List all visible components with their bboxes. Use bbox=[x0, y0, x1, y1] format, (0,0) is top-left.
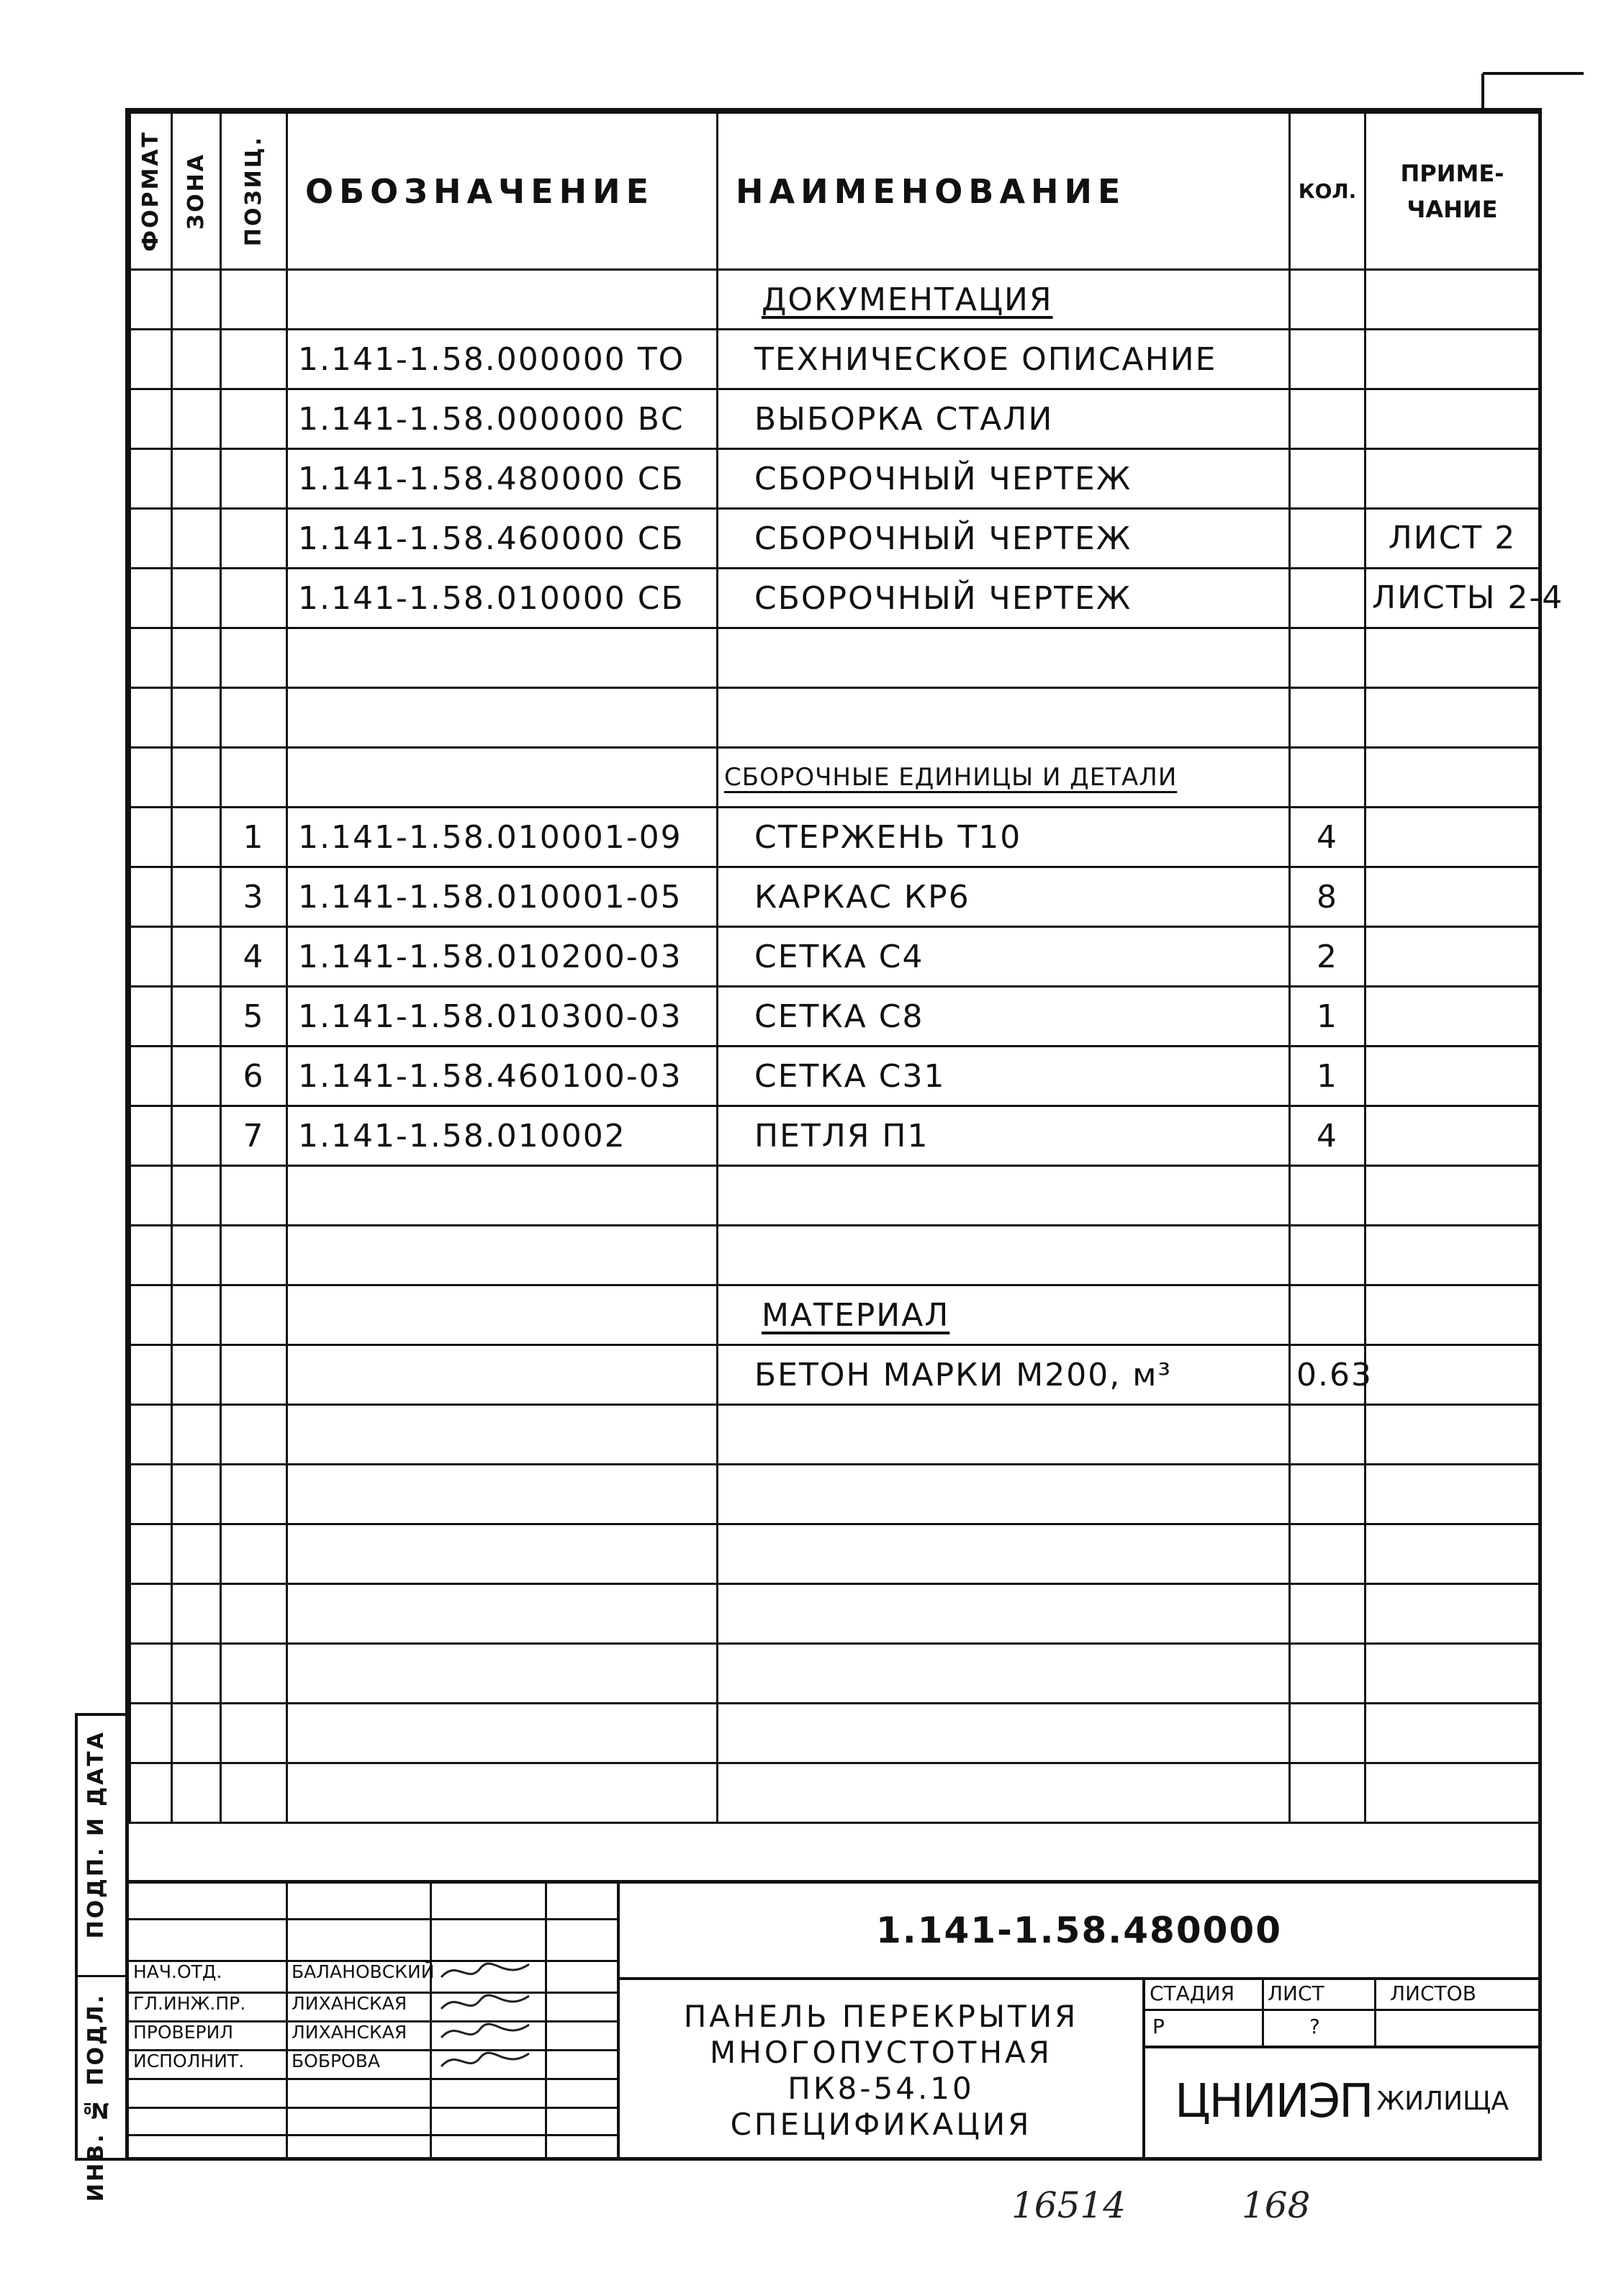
designation-cell: 1.141-1.58.000000 ТО bbox=[287, 330, 718, 389]
designation-cell bbox=[287, 1763, 718, 1823]
name-cell: МАТЕРИАЛ bbox=[718, 1285, 1290, 1345]
qty-cell: 1 bbox=[1290, 987, 1366, 1047]
name-cell: ДОКУМЕНТАЦИЯ bbox=[718, 270, 1290, 330]
note-cell bbox=[1366, 1704, 1540, 1763]
table-body bbox=[130, 270, 1564, 1823]
qty-cell bbox=[1290, 748, 1366, 808]
designation-cell: 1.141-1.58.010200-03 bbox=[287, 927, 718, 987]
document-code: 1.141-1.58.480000 bbox=[620, 1884, 1538, 1980]
name-cell: СЕТКА С8 bbox=[718, 987, 1290, 1047]
note-cell bbox=[1366, 748, 1540, 808]
title-block bbox=[129, 1880, 1538, 2157]
sheet-value: ? bbox=[1309, 2015, 1320, 2038]
table-row bbox=[130, 1763, 1540, 1823]
table-row bbox=[130, 1405, 1540, 1465]
approval-name: ЛИХАНСКАЯ bbox=[292, 2022, 407, 2043]
name-cell: СЕТКА С4 bbox=[718, 927, 1290, 987]
format-cell bbox=[130, 927, 172, 987]
format-cell bbox=[130, 330, 172, 389]
table-row bbox=[130, 1704, 1540, 1763]
zone-cell bbox=[172, 628, 221, 688]
zone-cell bbox=[172, 449, 221, 509]
position-cell bbox=[221, 1644, 287, 1704]
name-cell: ПЕТЛЯ П1 bbox=[718, 1106, 1290, 1166]
qty-cell bbox=[1290, 1465, 1366, 1524]
qty-cell bbox=[1290, 1166, 1366, 1226]
designation-cell bbox=[287, 1285, 718, 1345]
format-cell bbox=[130, 1405, 172, 1465]
zone-cell bbox=[172, 1226, 221, 1285]
position-cell: 6 bbox=[221, 1047, 287, 1106]
header-format: ФОРМАТ bbox=[130, 113, 172, 270]
format-cell bbox=[130, 1524, 172, 1584]
table-row bbox=[130, 449, 1540, 509]
position-cell: 3 bbox=[221, 867, 287, 927]
zone-cell bbox=[172, 330, 221, 389]
qty-cell bbox=[1290, 389, 1366, 449]
designation-cell bbox=[287, 1524, 718, 1584]
table-row bbox=[130, 987, 1540, 1047]
format-cell bbox=[130, 628, 172, 688]
format-cell bbox=[130, 1047, 172, 1106]
qty-cell bbox=[1290, 509, 1366, 569]
signature bbox=[435, 1987, 536, 2019]
stage-value: Р bbox=[1152, 2015, 1165, 2038]
position-cell bbox=[221, 1524, 287, 1584]
designation-cell: 1.141-1.58.000000 ВС bbox=[287, 389, 718, 449]
designation-cell bbox=[287, 1405, 718, 1465]
format-cell bbox=[130, 1226, 172, 1285]
inventory-number-label: ИНВ. № ПОДЛ. bbox=[83, 1993, 109, 2202]
table-row bbox=[130, 1345, 1540, 1405]
note-cell bbox=[1366, 449, 1540, 509]
stage-label: СТАДИЯ bbox=[1150, 1981, 1235, 2005]
zone-cell bbox=[172, 1405, 221, 1465]
designation-cell bbox=[287, 1584, 718, 1644]
approval-role: ИСПОЛНИТ. bbox=[133, 2051, 245, 2071]
format-cell bbox=[130, 867, 172, 927]
document-title: ПАНЕЛЬ ПЕРЕКРЫТИЯ МНОГОПУСТОТНАЯ ПК8-54.10 СПЕЦИФИКАЦИЯ bbox=[620, 1977, 1145, 2157]
designation-cell bbox=[287, 748, 718, 808]
note-cell bbox=[1366, 987, 1540, 1047]
position-cell: 5 bbox=[221, 987, 287, 1047]
name-cell: СТЕРЖЕНЬ Т10 bbox=[718, 808, 1290, 867]
zone-cell bbox=[172, 867, 221, 927]
table-row bbox=[130, 389, 1540, 449]
header-position: ПОЗИЦ. bbox=[221, 113, 287, 270]
specification-table bbox=[129, 112, 1564, 1824]
name-cell: ТЕХНИЧЕСКОЕ ОПИСАНИЕ bbox=[718, 330, 1290, 389]
handwritten-number-right: 168 bbox=[1242, 2184, 1311, 2226]
qty-cell bbox=[1290, 1584, 1366, 1644]
qty-cell bbox=[1290, 1285, 1366, 1345]
zone-cell bbox=[172, 1285, 221, 1345]
note-cell bbox=[1366, 1524, 1540, 1584]
table-row bbox=[130, 628, 1540, 688]
zone-cell bbox=[172, 688, 221, 748]
table-row bbox=[130, 867, 1540, 927]
qty-cell: 1 bbox=[1290, 1047, 1366, 1106]
name-cell bbox=[718, 628, 1290, 688]
name-cell bbox=[718, 1763, 1290, 1823]
format-cell bbox=[130, 1584, 172, 1644]
table-row bbox=[130, 927, 1540, 987]
table-row bbox=[130, 688, 1540, 748]
table-row bbox=[130, 748, 1540, 808]
zone-cell bbox=[172, 1644, 221, 1704]
name-cell: СЕТКА С31 bbox=[718, 1047, 1290, 1106]
designation-cell: 1.141-1.58.010000 СБ bbox=[287, 569, 718, 628]
designation-cell bbox=[287, 1704, 718, 1763]
note-cell: ЛИСТЫ 2-4 bbox=[1366, 569, 1540, 628]
specification-sheet bbox=[125, 108, 1564, 2161]
position-cell bbox=[221, 449, 287, 509]
format-cell bbox=[130, 1285, 172, 1345]
table-row bbox=[130, 1166, 1540, 1226]
name-cell bbox=[718, 1465, 1290, 1524]
position-cell bbox=[221, 1465, 287, 1524]
qty-cell: 4 bbox=[1290, 1106, 1366, 1166]
qty-cell: 0.63 bbox=[1290, 1345, 1366, 1405]
note-cell bbox=[1366, 688, 1540, 748]
position-cell bbox=[221, 1763, 287, 1823]
format-cell bbox=[130, 1106, 172, 1166]
note-cell bbox=[1366, 1465, 1540, 1524]
header-qty: КОЛ. bbox=[1290, 113, 1366, 270]
format-cell bbox=[130, 449, 172, 509]
note-cell bbox=[1366, 270, 1540, 330]
qty-cell bbox=[1290, 1644, 1366, 1704]
format-cell bbox=[130, 748, 172, 808]
position-cell bbox=[221, 748, 287, 808]
table-row bbox=[130, 1524, 1540, 1584]
approval-block bbox=[129, 1884, 620, 2157]
header-zone: ЗОНА bbox=[172, 113, 221, 270]
zone-cell bbox=[172, 1465, 221, 1524]
qty-cell bbox=[1290, 1704, 1366, 1763]
zone-cell bbox=[172, 808, 221, 867]
side-strip bbox=[75, 1713, 125, 2202]
note-cell bbox=[1366, 1106, 1540, 1166]
note-cell bbox=[1366, 1226, 1540, 1285]
table-row bbox=[130, 1465, 1540, 1524]
approval-role: НАЧ.ОТД. bbox=[133, 1961, 222, 1982]
note-cell: ЛИСТ 2 bbox=[1366, 509, 1540, 569]
position-cell bbox=[221, 270, 287, 330]
header-note: ПРИМЕ- ЧАНИЕ bbox=[1366, 113, 1540, 270]
position-cell bbox=[221, 1345, 287, 1405]
position-cell bbox=[221, 1704, 287, 1763]
qty-cell bbox=[1290, 1763, 1366, 1823]
qty-cell: 8 bbox=[1290, 867, 1366, 927]
sign-date-label: ПОДП. И ДАТА bbox=[83, 1730, 109, 1939]
zone-cell bbox=[172, 1763, 221, 1823]
sheets-label: ЛИСТОВ bbox=[1390, 1981, 1476, 2005]
qty-cell bbox=[1290, 688, 1366, 748]
position-cell bbox=[221, 1285, 287, 1345]
approval-name: БОБРОВА bbox=[292, 2051, 380, 2071]
format-cell bbox=[130, 688, 172, 748]
designation-cell bbox=[287, 688, 718, 748]
qty-cell bbox=[1290, 449, 1366, 509]
designation-cell bbox=[287, 1226, 718, 1285]
format-cell bbox=[130, 1345, 172, 1405]
format-cell bbox=[130, 1704, 172, 1763]
zone-cell bbox=[172, 389, 221, 449]
note-cell bbox=[1366, 628, 1540, 688]
header-designation: ОБОЗНАЧЕНИЕ bbox=[287, 113, 718, 270]
position-cell bbox=[221, 389, 287, 449]
name-cell bbox=[718, 1704, 1290, 1763]
qty-cell bbox=[1290, 628, 1366, 688]
table-row bbox=[130, 1047, 1540, 1106]
position-cell: 1 bbox=[221, 808, 287, 867]
name-cell: СБОРОЧНЫЙ ЧЕРТЕЖ bbox=[718, 449, 1290, 509]
format-cell bbox=[130, 1763, 172, 1823]
position-cell bbox=[221, 330, 287, 389]
qty-cell bbox=[1290, 330, 1366, 389]
table-row bbox=[130, 1226, 1540, 1285]
format-cell bbox=[130, 1465, 172, 1524]
table-row bbox=[130, 509, 1540, 569]
name-cell: КАРКАС КР6 bbox=[718, 867, 1290, 927]
signature bbox=[435, 2016, 536, 2048]
approval-role: ПРОВЕРИЛ bbox=[133, 2022, 234, 2043]
sheet-label: ЛИСТ bbox=[1268, 1981, 1324, 2005]
name-cell: СБОРОЧНЫЙ ЧЕРТЕЖ bbox=[718, 509, 1290, 569]
note-cell bbox=[1366, 1166, 1540, 1226]
name-cell bbox=[718, 1524, 1290, 1584]
qty-cell: 2 bbox=[1290, 927, 1366, 987]
header-name: НАИМЕНОВАНИЕ bbox=[718, 113, 1290, 270]
format-cell bbox=[130, 270, 172, 330]
table-row bbox=[130, 330, 1540, 389]
qty-cell bbox=[1290, 569, 1366, 628]
organization: ЦНИИЭП ЖИЛИЩА bbox=[1174, 2074, 1509, 2128]
zone-cell bbox=[172, 748, 221, 808]
note-cell bbox=[1366, 808, 1540, 867]
note-cell bbox=[1366, 1584, 1540, 1644]
position-cell: 7 bbox=[221, 1106, 287, 1166]
table-row bbox=[130, 1106, 1540, 1166]
table-header-row bbox=[130, 113, 1540, 270]
designation-cell bbox=[287, 1465, 718, 1524]
table-row bbox=[130, 808, 1540, 867]
name-cell: СБОРОЧНЫЙ ЧЕРТЕЖ bbox=[718, 569, 1290, 628]
handwritten-number-left: 16514 bbox=[1011, 2184, 1127, 2226]
corner-mark bbox=[1476, 66, 1584, 109]
name-cell: БЕТОН МАРКИ М200, м³ bbox=[718, 1345, 1290, 1405]
approval-role: ГЛ.ИНЖ.ПР. bbox=[133, 1993, 246, 2014]
signature bbox=[435, 2045, 536, 2076]
format-cell bbox=[130, 569, 172, 628]
designation-cell: 1.141-1.58.010002 bbox=[287, 1106, 718, 1166]
note-cell bbox=[1366, 927, 1540, 987]
zone-cell bbox=[172, 270, 221, 330]
name-cell bbox=[718, 1226, 1290, 1285]
zone-cell bbox=[172, 1106, 221, 1166]
position-cell bbox=[221, 1226, 287, 1285]
position-cell bbox=[221, 688, 287, 748]
note-cell bbox=[1366, 1345, 1540, 1405]
note-cell bbox=[1366, 389, 1540, 449]
signature bbox=[435, 1956, 536, 1987]
zone-cell bbox=[172, 1345, 221, 1405]
position-cell bbox=[221, 569, 287, 628]
table-row bbox=[130, 1285, 1540, 1345]
note-cell bbox=[1366, 1644, 1540, 1704]
name-cell bbox=[718, 1405, 1290, 1465]
table-row bbox=[130, 1584, 1540, 1644]
name-cell bbox=[718, 688, 1290, 748]
table-row bbox=[130, 1644, 1540, 1704]
approval-name: ЛИХАНСКАЯ bbox=[292, 1993, 407, 2014]
designation-cell bbox=[287, 1644, 718, 1704]
position-cell bbox=[221, 1584, 287, 1644]
position-cell bbox=[221, 628, 287, 688]
zone-cell bbox=[172, 509, 221, 569]
designation-cell bbox=[287, 1166, 718, 1226]
name-cell: ВЫБОРКА СТАЛИ bbox=[718, 389, 1290, 449]
name-cell: СБОРОЧНЫЕ ЕДИНИЦЫ И ДЕТАЛИ bbox=[718, 748, 1290, 808]
qty-cell bbox=[1290, 1405, 1366, 1465]
qty-cell bbox=[1290, 1524, 1366, 1584]
note-cell bbox=[1366, 1285, 1540, 1345]
designation-cell: 1.141-1.58.010001-09 bbox=[287, 808, 718, 867]
zone-cell bbox=[172, 1524, 221, 1584]
format-cell bbox=[130, 987, 172, 1047]
note-cell bbox=[1366, 1763, 1540, 1823]
designation-cell: 1.141-1.58.460100-03 bbox=[287, 1047, 718, 1106]
designation-cell bbox=[287, 270, 718, 330]
zone-cell bbox=[172, 927, 221, 987]
note-cell bbox=[1366, 1405, 1540, 1465]
designation-cell: 1.141-1.58.460000 СБ bbox=[287, 509, 718, 569]
format-cell bbox=[130, 389, 172, 449]
format-cell bbox=[130, 808, 172, 867]
designation-cell: 1.141-1.58.010001-05 bbox=[287, 867, 718, 927]
note-cell bbox=[1366, 1047, 1540, 1106]
format-cell bbox=[130, 1644, 172, 1704]
position-cell: 4 bbox=[221, 927, 287, 987]
name-cell bbox=[718, 1166, 1290, 1226]
designation-cell: 1.141-1.58.480000 СБ bbox=[287, 449, 718, 509]
zone-cell bbox=[172, 1047, 221, 1106]
position-cell bbox=[221, 509, 287, 569]
stage-block bbox=[1145, 1977, 1538, 2048]
qty-cell bbox=[1290, 1226, 1366, 1285]
note-cell bbox=[1366, 330, 1540, 389]
name-cell bbox=[718, 1644, 1290, 1704]
designation-cell: 1.141-1.58.010300-03 bbox=[287, 987, 718, 1047]
approval-name: БАЛАНОВСКИЙ bbox=[292, 1961, 435, 1982]
qty-cell: 4 bbox=[1290, 808, 1366, 867]
position-cell bbox=[221, 1166, 287, 1226]
zone-cell bbox=[172, 1584, 221, 1644]
position-cell bbox=[221, 1405, 287, 1465]
qty-cell bbox=[1290, 270, 1366, 330]
format-cell bbox=[130, 509, 172, 569]
zone-cell bbox=[172, 1166, 221, 1226]
note-cell bbox=[1366, 867, 1540, 927]
table-row bbox=[130, 569, 1540, 628]
designation-cell bbox=[287, 1345, 718, 1405]
name-cell bbox=[718, 1584, 1290, 1644]
zone-cell bbox=[172, 987, 221, 1047]
table-row bbox=[130, 270, 1540, 330]
designation-cell bbox=[287, 628, 718, 688]
zone-cell bbox=[172, 569, 221, 628]
zone-cell bbox=[172, 1704, 221, 1763]
format-cell bbox=[130, 1166, 172, 1226]
